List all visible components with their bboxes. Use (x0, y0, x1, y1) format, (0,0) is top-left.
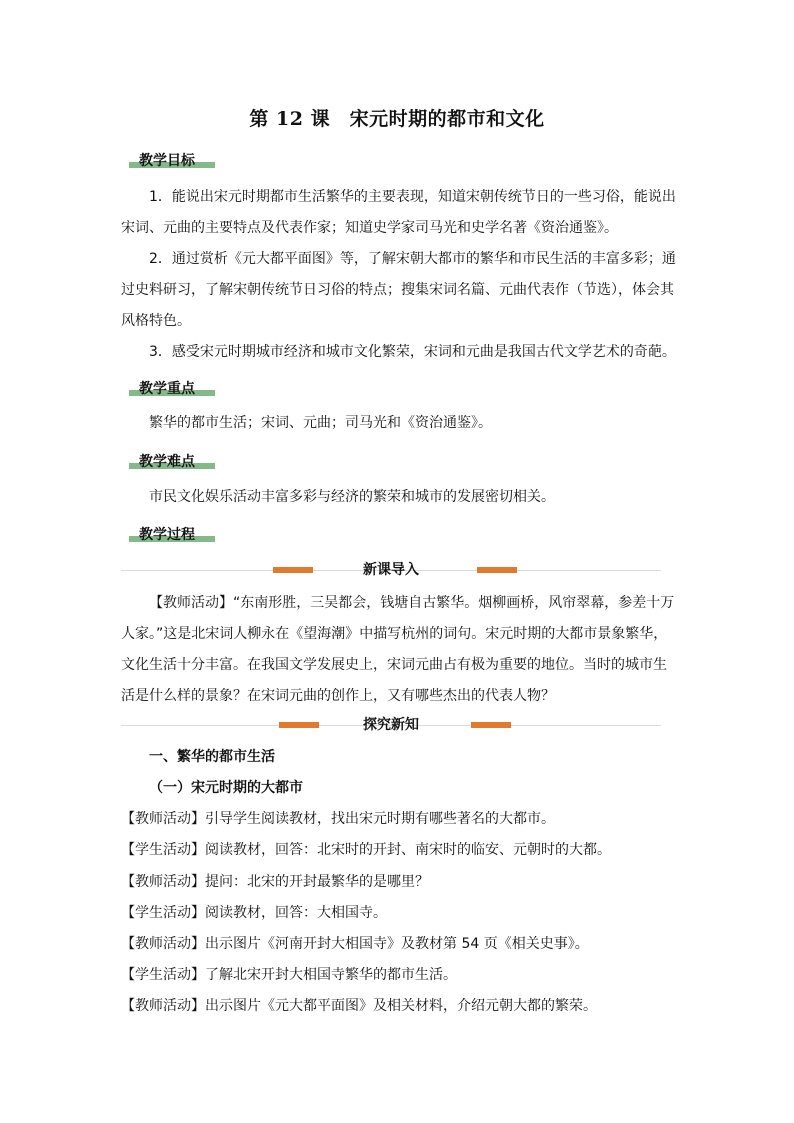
activity-tag: 【教师活动】 (121, 936, 205, 952)
activity-tag: 【学生活动】 (121, 842, 205, 858)
section-heading-difficulties (129, 451, 195, 473)
goal-item-2: 2．通过赏析《元大都平面图》等，了解宋朝大都市的繁华和市民生活的丰富多彩；通过史料研习，了解宋朝传统节日习俗的特点；搜集宋词名篇、元曲代表作（节选），体会其风格特色。 (121, 251, 676, 329)
activity-tag: 【学生活动】 (121, 905, 205, 921)
activity-text: 提问：北宋的开封最繁华的是哪里？ (205, 874, 429, 890)
activity-line (121, 872, 429, 892)
section-heading-goals (129, 150, 195, 172)
heading-level-2: （一）宋元时期的大都市 (149, 780, 303, 796)
divider-label: 探究新知 (363, 717, 419, 733)
activity-line (121, 996, 597, 1016)
activity-tag: 【教师活动】 (121, 998, 205, 1014)
heading-label: 教学目标 (139, 153, 195, 169)
activity-tag: 【学生活动】 (121, 967, 205, 983)
key-points-text: 繁华的都市生活；宋词、元曲；司马光和《资治通鉴》。 (149, 415, 492, 431)
heading-label: 教学难点 (139, 454, 195, 470)
divider-explore (121, 717, 661, 733)
activity-line (121, 934, 589, 954)
activity-line (121, 809, 555, 829)
activity-text: 出示图片《河南开封大相国寺》及教材第 54 页《相关史事》。 (205, 936, 589, 952)
lesson-title: 第 12 课 宋元时期的都市和文化 (249, 108, 545, 130)
activity-text: 阅读教材，回答：北宋时的开封、南宋时的临安、元朝时的大都。 (205, 842, 611, 858)
intro-text: 【教师活动】“东南形胜，三吴都会，钱塘自古繁华。烟柳画桥，风帘翠幕，参差十万人家。”这是北宋词人柳永在《望海潮》中描写杭州的词句。宋元时期的大都市景象繁华，文化生活十分丰富。在我国文学发展史上，宋词元曲占有极为重要的地位。当时的城市生活是什么样的景象？在宋词元曲的创作上，又有哪些杰出的代表人物？ (121, 595, 675, 704)
activity-tag: 【教师活动】 (121, 811, 205, 827)
activity-text: 阅读教材，回答：大相国寺。 (205, 905, 387, 921)
goal-item-1: 1．能说出宋元时期都市生活繁华的主要表现，知道宋朝传统节日的一些习俗，能说出宋词、元曲的主要特点及代表作家；知道史学家司马光和史学名著《资治通鉴》。 (121, 189, 676, 236)
activity-text: 了解北宋开封大相国寺繁华的都市生活。 (205, 967, 457, 983)
activity-text: 出示图片《元大都平面图》及相关材料，介绍元朝大都的繁荣。 (205, 998, 597, 1014)
heading-label: 教学过程 (139, 527, 195, 543)
heading-level-1: 一、繁华的都市生活 (149, 749, 275, 765)
activity-text: 引导学生阅读教材，找出宋元时期有哪些著名的大都市。 (205, 811, 555, 827)
divider-label: 新课导入 (363, 562, 419, 578)
activity-line (121, 840, 611, 860)
activity-tag: 【教师活动】 (121, 874, 205, 890)
divider-intro (121, 562, 661, 578)
activity-line (121, 903, 387, 923)
section-heading-process (129, 524, 195, 546)
section-heading-key-points (129, 378, 195, 400)
activity-line (121, 965, 457, 985)
heading-label: 教学重点 (139, 381, 195, 397)
goal-item-3: 3．感受宋元时期城市经济和城市文化繁荣，宋词和元曲是我国古代文学艺术的奇葩。 (149, 344, 676, 360)
difficulties-text: 市民文化娱乐活动丰富多彩与经济的繁荣和城市的发展密切相关。 (149, 489, 555, 505)
